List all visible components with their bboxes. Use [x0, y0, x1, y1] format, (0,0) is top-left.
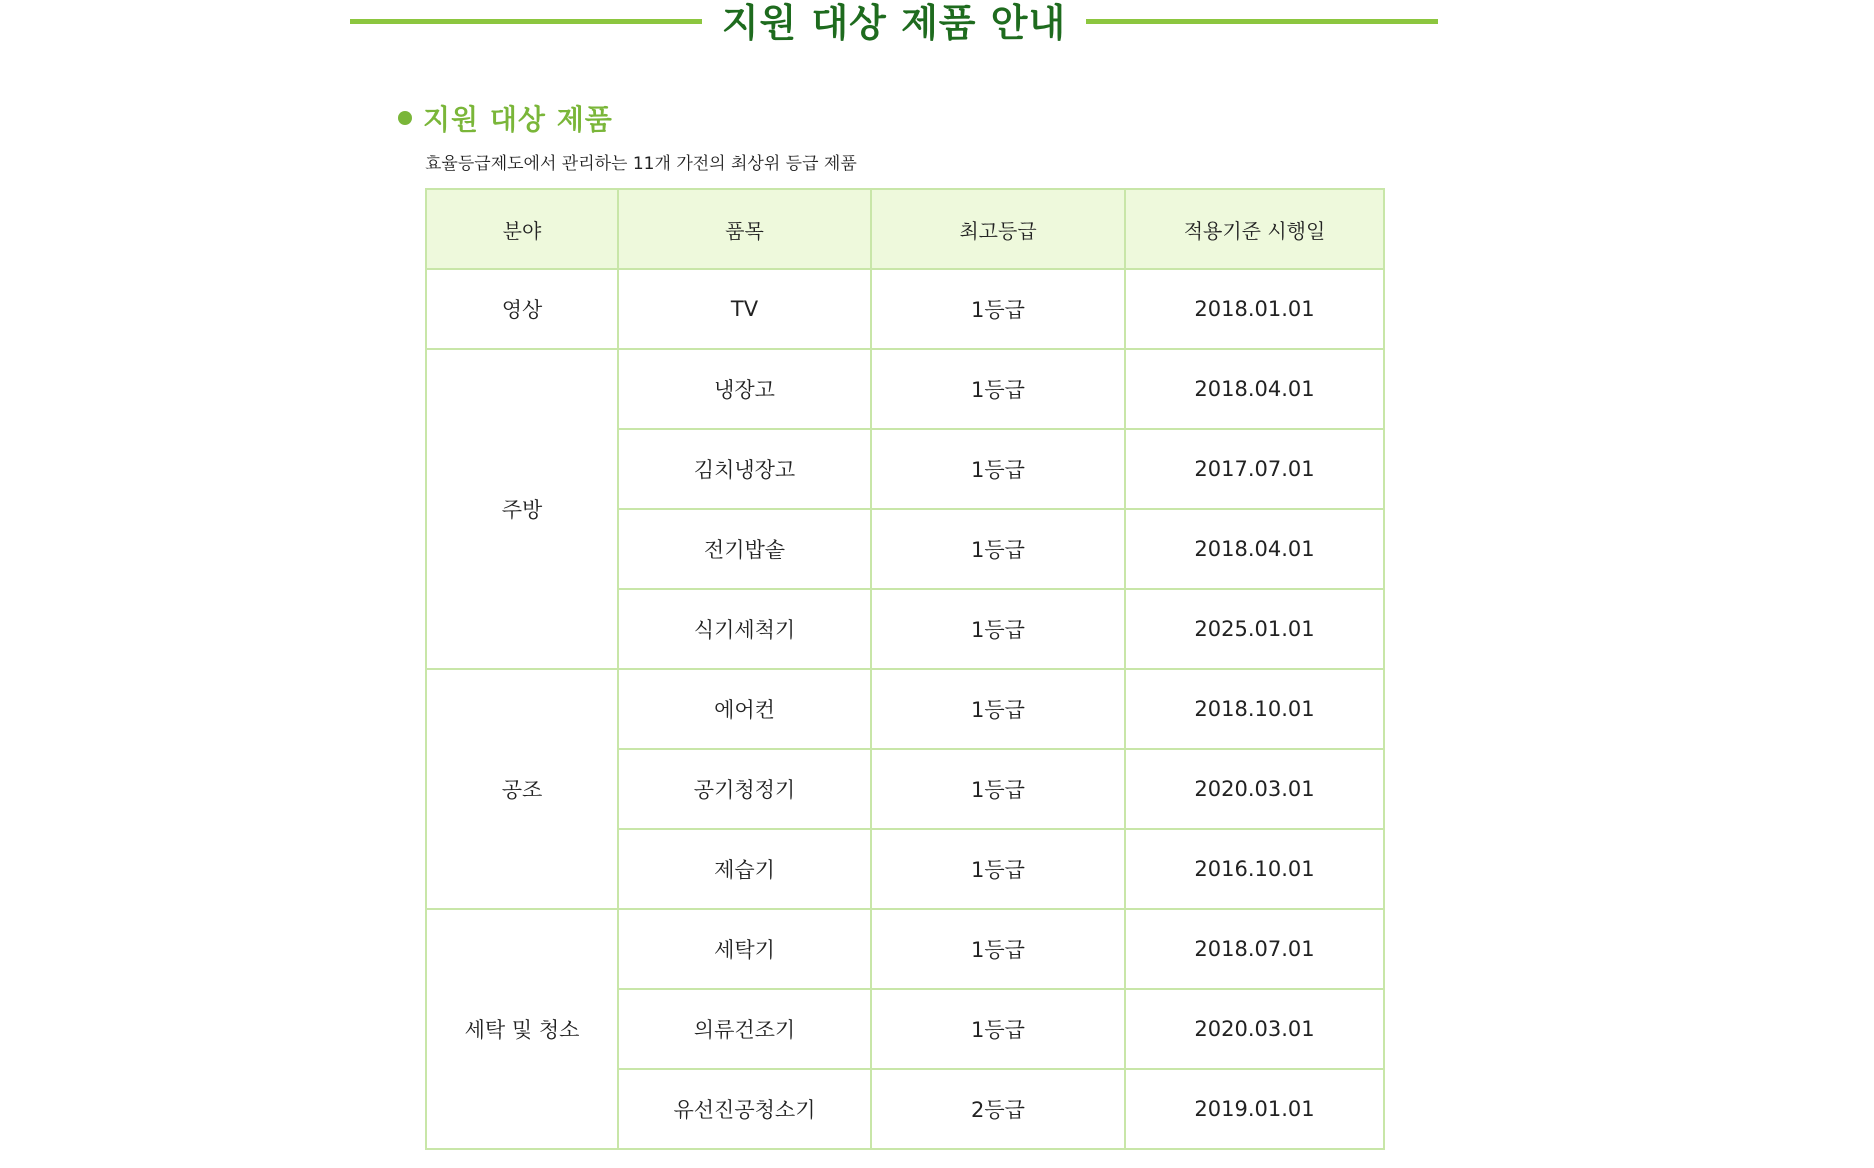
- grade-cell: 1등급: [871, 429, 1125, 509]
- item-cell: 냉장고: [618, 349, 871, 429]
- grade-cell: 1등급: [871, 349, 1125, 429]
- date-cell: 2017.07.01: [1125, 429, 1384, 509]
- category-cell: 영상: [426, 269, 618, 349]
- grade-cell: 1등급: [871, 589, 1125, 669]
- date-cell: 2020.03.01: [1125, 989, 1384, 1069]
- date-cell: 2019.01.01: [1125, 1069, 1384, 1149]
- grade-cell: 1등급: [871, 989, 1125, 1069]
- date-cell: 2016.10.01: [1125, 829, 1384, 909]
- page-title-bar: [350, 0, 1438, 46]
- date-cell: 2018.10.01: [1125, 669, 1384, 749]
- item-cell: 에어컨: [618, 669, 871, 749]
- item-cell: 의류건조기: [618, 989, 871, 1069]
- category-cell: 세탁 및 청소: [426, 909, 618, 1149]
- category-cell: 주방: [426, 349, 618, 669]
- item-cell: 세탁기: [618, 909, 871, 989]
- table-row: [426, 909, 1384, 989]
- item-cell: 식기세척기: [618, 589, 871, 669]
- date-cell: 2018.04.01: [1125, 349, 1384, 429]
- section-header: [398, 98, 613, 138]
- bullet-icon: [398, 111, 412, 125]
- date-cell: 2025.01.01: [1125, 589, 1384, 669]
- section-title: 지원 대상 제품: [423, 103, 613, 136]
- item-cell: 공기청정기: [618, 749, 871, 829]
- header-date: 적용기준 시행일: [1125, 189, 1384, 269]
- table-row: [426, 669, 1384, 749]
- date-cell: 2018.07.01: [1125, 909, 1384, 989]
- products-table: [425, 188, 1385, 1150]
- grade-cell: 1등급: [871, 669, 1125, 749]
- header-grade: 최고등급: [871, 189, 1125, 269]
- title-divider-right: [1086, 19, 1438, 24]
- header-item: 품목: [618, 189, 871, 269]
- date-cell: 2018.04.01: [1125, 509, 1384, 589]
- title-divider-left: [350, 19, 702, 24]
- item-cell: TV: [618, 269, 871, 349]
- grade-cell: 1등급: [871, 269, 1125, 349]
- header-category: 분야: [426, 189, 618, 269]
- grade-cell: 1등급: [871, 509, 1125, 589]
- grade-cell: 1등급: [871, 749, 1125, 829]
- table-row: [426, 349, 1384, 429]
- item-cell: 제습기: [618, 829, 871, 909]
- grade-cell: 1등급: [871, 909, 1125, 989]
- grade-cell: 1등급: [871, 829, 1125, 909]
- item-cell: 유선진공청소기: [618, 1069, 871, 1149]
- category-cell: 공조: [426, 669, 618, 909]
- item-cell: 김치냉장고: [618, 429, 871, 509]
- date-cell: 2018.01.01: [1125, 269, 1384, 349]
- section-subtitle: 효율등급제도에서 관리하는 11개 가전의 최상위 등급 제품: [425, 154, 857, 174]
- table-header-row: [426, 189, 1384, 269]
- table-row: [426, 269, 1384, 349]
- item-cell: 전기밥솥: [618, 509, 871, 589]
- date-cell: 2020.03.01: [1125, 749, 1384, 829]
- page-title: 지원 대상 제품 안내: [721, 1, 1067, 45]
- grade-cell: 2등급: [871, 1069, 1125, 1149]
